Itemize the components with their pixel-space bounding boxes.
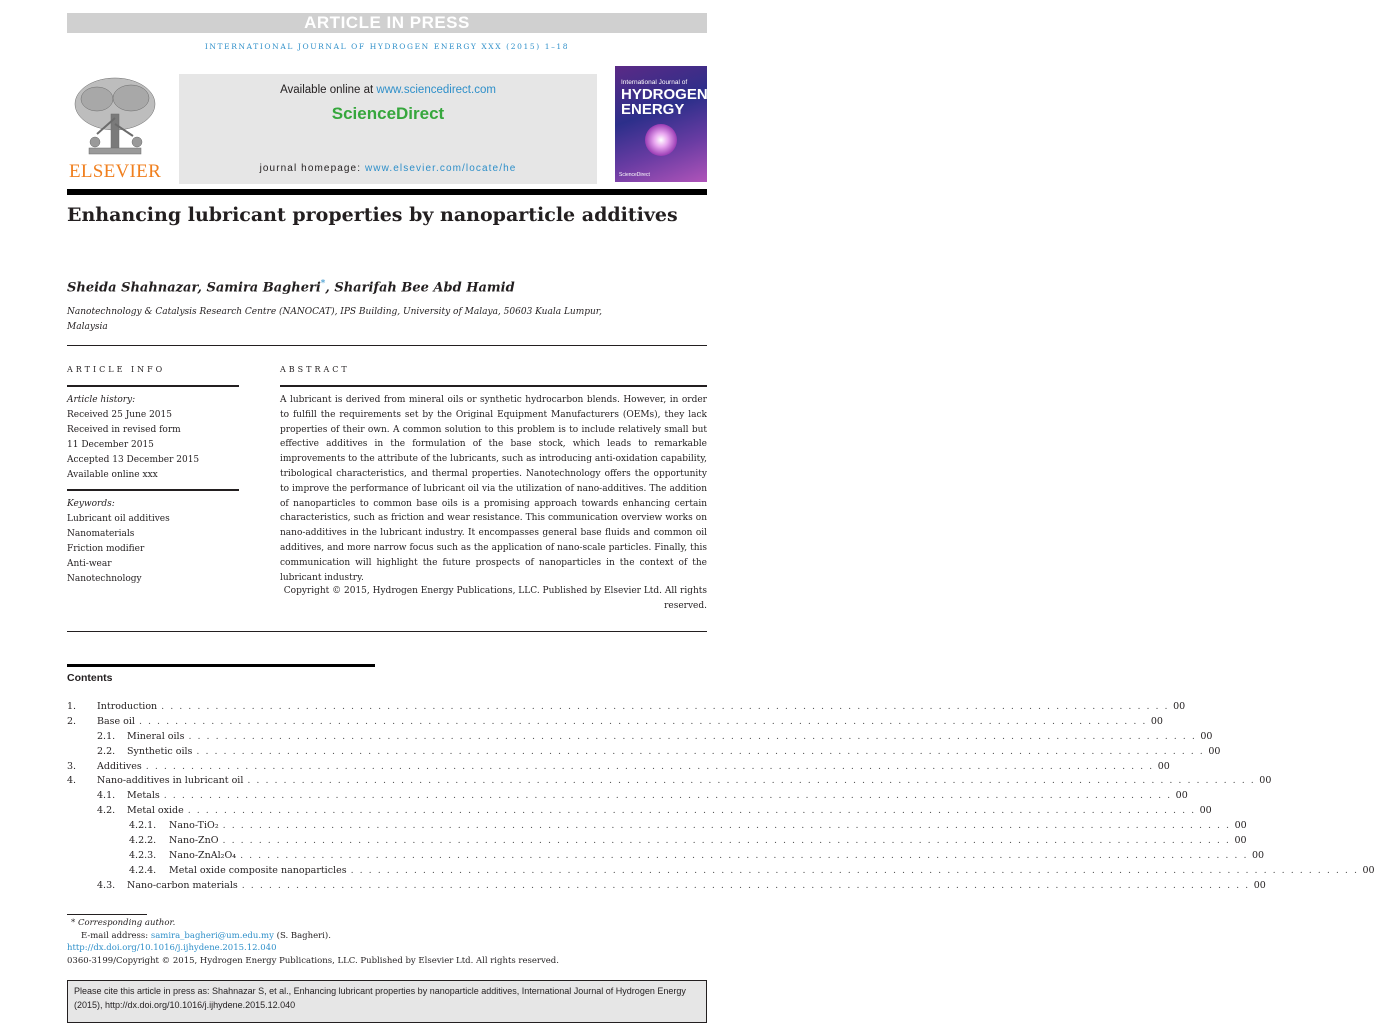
toc-leader-dots: . . . . . . . . . . . . . . . . . . . . . . . . . . . . . . . . . . . . . . . . . . . . . . . . . . . . . . . . . . . . . . . . . . . . . . . . . . . . . . . . . . . . . . . . . . . . . . . . . . . . . . . . . . . . . . . . bbox=[138, 715, 1147, 727]
cover-title bbox=[621, 79, 708, 118]
toc-number: 4. bbox=[67, 775, 77, 787]
journal-cover-image[interactable] bbox=[615, 66, 707, 182]
journal-running-head[interactable]: INTERNATIONAL JOURNAL OF HYDROGEN ENERGY XXX (2015) 1–18 bbox=[204, 42, 570, 51]
toc-number: 4.2. bbox=[97, 805, 116, 817]
toc-page-number: 00 bbox=[1208, 745, 1221, 757]
toc-number: 2.2. bbox=[97, 745, 116, 757]
toc-entry[interactable] bbox=[67, 715, 1163, 730]
header-divider bbox=[67, 189, 707, 195]
toc-entry[interactable] bbox=[67, 745, 1221, 760]
toc-page-number: 00 bbox=[1253, 879, 1266, 891]
toc-entry[interactable] bbox=[67, 730, 1213, 745]
article-history bbox=[67, 393, 239, 483]
cover-big-title-1: HYDROGEN bbox=[621, 85, 708, 103]
toc-title: Synthetic oils bbox=[127, 745, 193, 757]
toc-number: 4.2.1. bbox=[129, 820, 157, 832]
divider bbox=[67, 385, 239, 387]
journal-header bbox=[67, 66, 707, 184]
available-online bbox=[179, 84, 597, 96]
author-1[interactable]: Sheida Shahnazar, bbox=[67, 280, 207, 296]
toc-number: 2. bbox=[67, 715, 77, 727]
sciencedirect-logo[interactable]: ScienceDirect bbox=[331, 104, 445, 123]
article-info-heading: ARTICLE INFO bbox=[67, 365, 166, 374]
toc-leader-dots: . . . . . . . . . . . . . . . . . . . . . . . . . . . . . . . . . . . . . . . . . . . . . . . . . . . . . . . . . . . . . . . . . . . . . . . . . . . . . . . . . . . . . . . . . . . . . . . . . . . . . . . . . . . . . . . . bbox=[240, 849, 1248, 861]
cover-orb-graphic bbox=[645, 124, 677, 156]
available-label: Available online at bbox=[280, 84, 377, 96]
cover-small-title: International Journal of bbox=[621, 79, 688, 86]
toc-entry[interactable] bbox=[67, 804, 1212, 819]
elsevier-wordmark: ELSEVIER bbox=[68, 161, 162, 182]
toc-page-number: 00 bbox=[1175, 790, 1188, 802]
toc-entry[interactable] bbox=[67, 879, 1266, 894]
history-label: Article history: bbox=[67, 395, 136, 405]
toc-title: Base oil bbox=[97, 715, 135, 727]
corresponding-author-note: * Corresponding author. bbox=[71, 918, 176, 928]
toc-page-number: 00 bbox=[1234, 820, 1247, 832]
toc-title: Nano-carbon materials bbox=[127, 879, 238, 891]
toc-number: 2.1. bbox=[97, 730, 116, 742]
homepage-label: journal homepage: bbox=[259, 163, 365, 174]
cover-footer: ScienceDirect bbox=[619, 172, 650, 178]
keyword: Anti-wear bbox=[67, 559, 112, 569]
affiliation: Nanotechnology & Catalysis Research Centre (NANOCAT), IPS Building, University of Malaya, 50603 Kuala Lumpur, Malaysia bbox=[67, 307, 602, 332]
toc-leader-dots: . . . . . . . . . . . . . . . . . . . . . . . . . . . . . . . . . . . . . . . . . . . . . . . . . . . . . . . . . . . . . . . . . . . . . . . . . . . . . . . . . . . . . . . . . . . . . . . . . . . . . . . . . . . . . . . . bbox=[350, 864, 1359, 876]
toc-page-number: 00 bbox=[1157, 760, 1170, 772]
toc-leader-dots: . . . . . . . . . . . . . . . . . . . . . . . . . . . . . . . . . . . . . . . . . . . . . . . . . . . . . . . . . . . . . . . . . . . . . . . . . . . . . . . . . . . . . . . . . . . . . . . . . . . . . . . . . . . . . . . . bbox=[187, 805, 1196, 817]
footnote-divider bbox=[67, 914, 147, 915]
toc-page-number: 00 bbox=[1173, 701, 1186, 712]
keyword: Nanotechnology bbox=[67, 574, 142, 584]
toc-title: Additives bbox=[97, 760, 142, 772]
history-line: Available online xxx bbox=[67, 470, 158, 480]
email-link[interactable]: samira_bagheri@um.edu.my bbox=[150, 930, 274, 941]
toc-entry[interactable] bbox=[67, 834, 1247, 849]
toc-leader-dots: . . . . . . . . . . . . . . . . . . . . . . . . . . . . . . . . . . . . . . . . . . . . . . . . . . . . . . . . . . . . . . . . . . . . . . . . . . . . . . . . . . . . . . . . . . . . . . . . . . . . . . . . . . . . . . . . bbox=[222, 820, 1231, 832]
history-line: 11 December 2015 bbox=[67, 440, 154, 450]
toc-entry[interactable] bbox=[67, 700, 1186, 715]
doi-link[interactable]: http://dx.doi.org/10.1016/j.ijhydene.2015.12.040 bbox=[67, 943, 277, 953]
divider bbox=[67, 489, 239, 491]
toc-title: Metals bbox=[127, 790, 160, 802]
toc-entry[interactable] bbox=[67, 760, 1170, 775]
toc-number: 4.2.3. bbox=[129, 849, 157, 861]
journal-homepage bbox=[179, 163, 597, 174]
homepage-link[interactable]: www.elsevier.com/locate/he bbox=[364, 163, 517, 174]
keywords bbox=[67, 497, 239, 587]
keywords-label: Keywords: bbox=[67, 499, 115, 509]
footnotes bbox=[67, 917, 707, 967]
citation-box: Please cite this article in press as: Shahnazar S, et al., Enhancing lubricant properties by nanoparticle additives, International Journal of Hydrogen Energy (2015), http://dx.doi.org/10.1016/j.ijhydene.2015.12.040 bbox=[67, 980, 707, 1023]
toc-entry[interactable] bbox=[67, 819, 1247, 834]
keyword: Nanomaterials bbox=[67, 529, 135, 539]
toc-leader-dots: . . . . . . . . . . . . . . . . . . . . . . . . . . . . . . . . . . . . . . . . . . . . . . . . . . . . . . . . . . . . . . . . . . . . . . . . . . . . . . . . . . . . . . . . . . . . . . . . . . . . . . . . . . . . . . . . bbox=[196, 745, 1205, 757]
abstract-heading: ABSTRACT bbox=[280, 365, 350, 374]
toc-entry[interactable] bbox=[67, 789, 1188, 804]
toc-title: Mineral oils bbox=[127, 730, 185, 742]
author-list bbox=[67, 279, 707, 295]
keyword: Friction modifier bbox=[67, 544, 145, 554]
toc-number: 4.1. bbox=[97, 790, 116, 802]
history-line: Received 25 June 2015 bbox=[67, 410, 172, 420]
email-line bbox=[67, 930, 707, 943]
sciencedirect-link[interactable]: www.sciencedirect.com bbox=[376, 84, 496, 96]
email-label: E-mail address: bbox=[81, 930, 151, 941]
toc-number: 1. bbox=[67, 701, 77, 712]
toc-entry[interactable] bbox=[67, 864, 1375, 879]
toc-page-number: 00 bbox=[1200, 730, 1213, 742]
author-3[interactable]: , Sharifah Bee Abd Hamid bbox=[325, 280, 515, 296]
table-of-contents bbox=[67, 700, 1375, 894]
toc-leader-dots: . . . . . . . . . . . . . . . . . . . . . . . . . . . . . . . . . . . . . . . . . . . . . . . . . . . . . . . . . . . . . . . . . . . . . . . . . . . . . . . . . . . . . . . . . . . . . . . . . . . . . . . . . . . . . . . . bbox=[161, 701, 1170, 712]
toc-title: Introduction bbox=[97, 701, 158, 712]
toc-title: Nano-ZnO bbox=[169, 835, 219, 847]
issn-copyright: 0360-3199/Copyright © 2015, Hydrogen Energy Publications, LLC. Published by Elsevier Ltd. All rights reserved. bbox=[67, 955, 559, 966]
toc-page-number: 00 bbox=[1199, 805, 1212, 817]
toc-entry[interactable] bbox=[67, 774, 1272, 789]
divider bbox=[280, 385, 707, 387]
article-in-press-banner: ARTICLE IN PRESS bbox=[67, 13, 707, 33]
toc-leader-dots: . . . . . . . . . . . . . . . . . . . . . . . . . . . . . . . . . . . . . . . . . . . . . . . . . . . . . . . . . . . . . . . . . . . . . . . . . . . . . . . . . . . . . . . . . . . . . . . . . . . . . . . . . . . . . . . . bbox=[247, 775, 1256, 787]
toc-entry[interactable] bbox=[67, 849, 1265, 864]
article-title: Enhancing lubricant properties by nanoparticle additives bbox=[67, 204, 678, 226]
toc-title: Nano-additives in lubricant oil bbox=[97, 775, 244, 787]
toc-number: 3. bbox=[67, 760, 77, 772]
toc-number: 4.3. bbox=[97, 879, 116, 891]
keyword: Lubricant oil additives bbox=[67, 514, 170, 524]
contents-heading: Contents bbox=[67, 672, 113, 684]
toc-page-number: 00 bbox=[1251, 849, 1265, 861]
toc-page-number: 00 bbox=[1234, 835, 1247, 847]
toc-number: 4.2.2. bbox=[129, 835, 157, 847]
abstract-body: A lubricant is derived from mineral oils or synthetic hydrocarbon blends. However, in order to fulfill the requirements set by the Original Equipment Manufacturers (OEMs), they lack properties of their own. A common solution to this problem is to include relatively small but effective additives in the formulation of the base stock, which leads to remarkable improvements to the attribute of the lubricants, such as introducing anti-oxidation capability, tribological characteristics, and thermal properties. Nanotechnology offers the opportunity to improve the performance of lubricant oil via the utilization of nano-additives. The addition of nanoparticles to common base oils is a promising approach towards enhancing certain characteristics, such as friction and wear resistance. This communication overview works on nano-additives in the lubricant industry. It encompasses general base fluids and common oil additives, and more narrow focus such as the application of nano-scale particles. Finally, this communication will highlight the future prospects of nanoparticles in the context of the lubricant industry. bbox=[280, 395, 707, 583]
toc-number: 4.2.4. bbox=[129, 864, 157, 876]
history-line: Received in revised form bbox=[67, 425, 181, 435]
toc-title: Nano-TiO₂ bbox=[169, 820, 219, 832]
toc-leader-dots: . . . . . . . . . . . . . . . . . . . . . . . . . . . . . . . . . . . . . . . . . . . . . . . . . . . . . . . . . . . . . . . . . . . . . . . . . . . . . . . . . . . . . . . . . . . . . . . . . . . . . . . . . . . . . . . . bbox=[222, 835, 1231, 847]
divider bbox=[67, 631, 707, 632]
toc-page-number: 00 bbox=[1150, 715, 1163, 727]
toc-title: Nano-ZnAl₂O₄ bbox=[169, 849, 237, 861]
toc-leader-dots: . . . . . . . . . . . . . . . . . . . . . . . . . . . . . . . . . . . . . . . . . . . . . . . . . . . . . . . . . . . . . . . . . . . . . . . . . . . . . . . . . . . . . . . . . . . . . . . . . . . . . . . . . . . . . . . . bbox=[163, 790, 1172, 802]
author-2[interactable]: Samira Bagheri bbox=[206, 280, 321, 296]
corresponding-author-marker[interactable]: * bbox=[320, 279, 326, 289]
toc-leader-dots: . . . . . . . . . . . . . . . . . . . . . . . . . . . . . . . . . . . . . . . . . . . . . . . . . . . . . . . . . . . . . . . . . . . . . . . . . . . . . . . . . . . . . . . . . . . . . . . . . . . . . . . . . . . . . . . . bbox=[145, 760, 1154, 772]
toc-title: Metal oxide composite nanoparticles bbox=[169, 864, 347, 876]
contents-divider bbox=[67, 664, 375, 667]
email-suffix: (S. Bagheri). bbox=[273, 930, 331, 941]
abstract-copyright: Copyright © 2015, Hydrogen Energy Publications, LLC. Published by Elsevier Ltd. All rights reserved. bbox=[283, 586, 707, 611]
sciencedirect-box bbox=[179, 74, 597, 184]
toc-page-number: 00 bbox=[1362, 864, 1375, 876]
toc-title: Metal oxide bbox=[127, 805, 184, 817]
toc-leader-dots: . . . . . . . . . . . . . . . . . . . . . . . . . . . . . . . . . . . . . . . . . . . . . . . . . . . . . . . . . . . . . . . . . . . . . . . . . . . . . . . . . . . . . . . . . . . . . . . . . . . . . . . . . . . . . . . . bbox=[188, 730, 1197, 742]
divider bbox=[67, 345, 707, 346]
cover-big-title-2: ENERGY bbox=[621, 100, 685, 118]
toc-page-number: 00 bbox=[1259, 775, 1272, 787]
toc-leader-dots: . . . . . . . . . . . . . . . . . . . . . . . . . . . . . . . . . . . . . . . . . . . . . . . . . . . . . . . . . . . . . . . . . . . . . . . . . . . . . . . . . . . . . . . . . . . . . . . . . . . . . . . . . . . . . . . . bbox=[241, 879, 1250, 891]
history-line: Accepted 13 December 2015 bbox=[67, 455, 200, 465]
